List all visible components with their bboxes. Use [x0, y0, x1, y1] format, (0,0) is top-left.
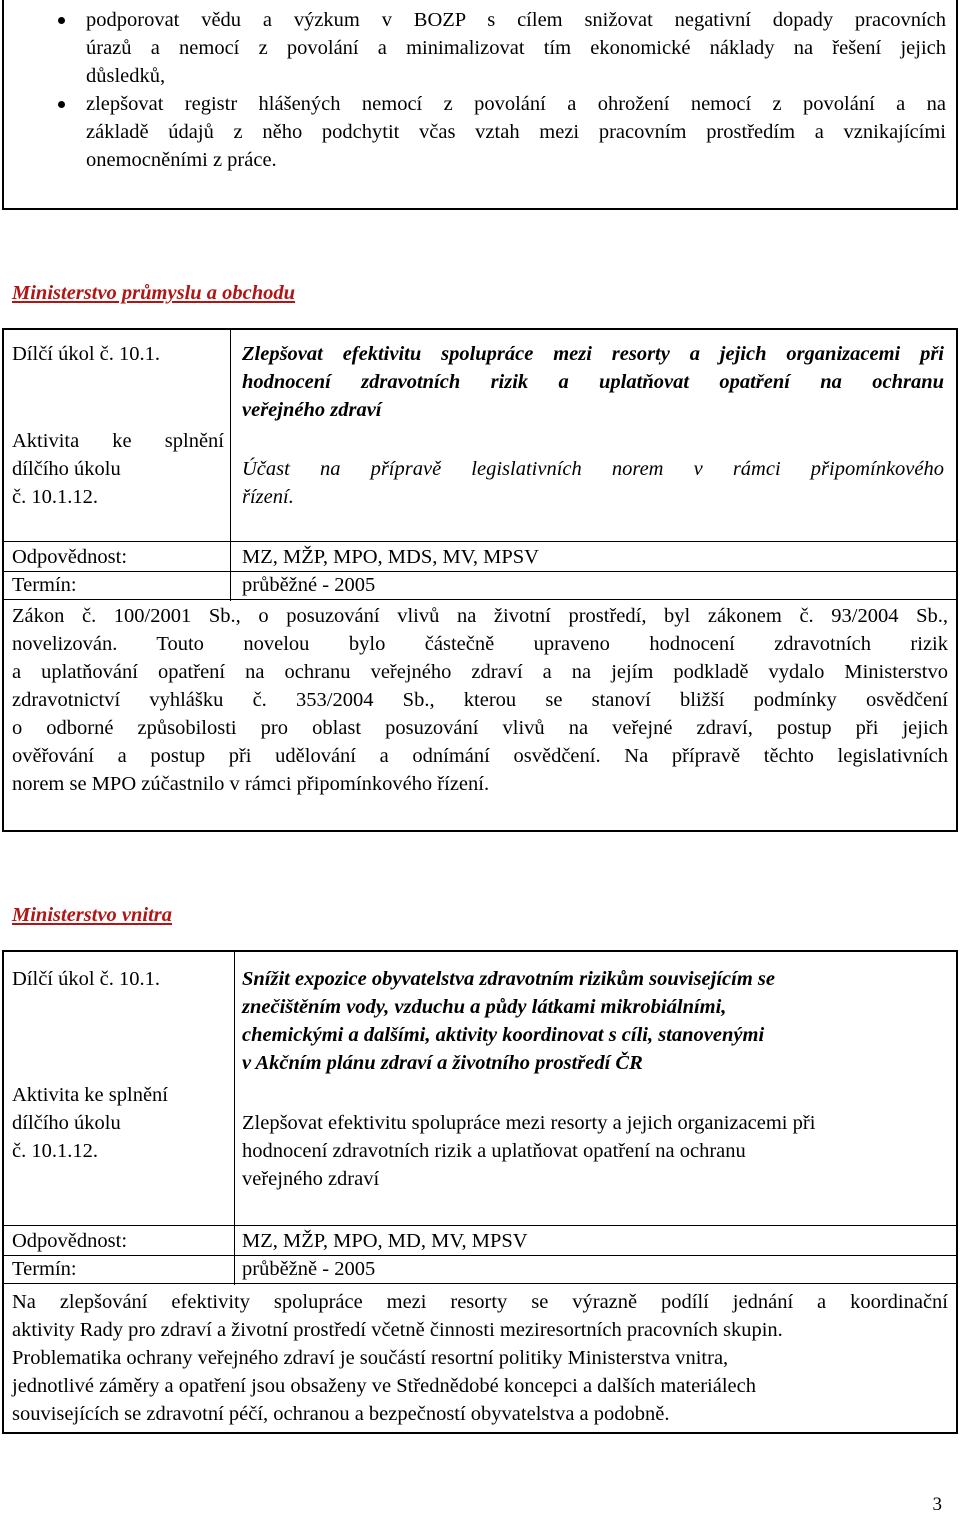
responsibility-value: MZ, MŽP, MPO, MDS, MV, MPSV [242, 546, 539, 568]
bullet-line: úrazů a nemocí z povolání a minimalizovat tím ekonomické náklady na řešení jejich [86, 37, 946, 59]
bullet-line: základě údajů z něho podchytit včas vztah mezi pracovním prostředím a vznikajícími [86, 121, 946, 143]
task-text-line: v Akčním plánu zdraví a životního prostředí ČR [242, 1052, 643, 1074]
top-bullets-box [2, 0, 958, 210]
page-number: 3 [932, 1494, 942, 1515]
task-text-line: znečištěním vody, vzduchu a půdy látkami mikrobiálními, [242, 996, 727, 1018]
responsibility-label: Odpovědnost: [12, 546, 128, 568]
row-column-divider [230, 541, 231, 601]
row-divider [4, 571, 956, 572]
row-column-divider [234, 1225, 235, 1285]
section-heading-mpo: Ministerstvo průmyslu a obchodu [12, 282, 296, 304]
activity-text-line: řízení. [242, 486, 294, 508]
mpo-task-divider [4, 541, 956, 542]
activity-label: dílčího úkolu [12, 458, 121, 480]
responsibility-value: MZ, MŽP, MPO, MD, MV, MPSV [242, 1230, 528, 1252]
bullet-icon [58, 101, 65, 108]
bullet-line: zlepšovat registr hlášených nemocí z povolání a ohrožení nemocí z povolání a na [86, 93, 946, 115]
task-text-line: Snížit expozice obyvatelstva zdravotním rizikům souvisejícím se [242, 968, 775, 990]
report-line: norem se MPO zúčastnilo v rámci připomínkového řízení. [12, 773, 490, 795]
task-label: Dílčí úkol č. 10.1. [12, 343, 161, 365]
bullet-line: důsledků, [86, 65, 166, 87]
report-line: Zákon č. 100/2001 Sb., o posuzování vlivů na životní prostředí, byl zákonem č. 93/2004 Sb., [12, 605, 948, 627]
task-text-line: Zlepšovat efektivitu spolupráce mezi resorty a jejich organizacemi při [242, 343, 944, 365]
mv-column-divider [234, 952, 235, 1226]
report-line: ověřování a postup při udělování a odnímání osvědčení. Na přípravě těchto legislativních [12, 745, 948, 767]
mv-task-divider [4, 1225, 956, 1226]
activity-text-line: Účast na přípravě legislativních norem v rámci připomínkového [242, 458, 944, 480]
report-line: o odborné způsobilosti pro oblast posuzování vlivů na veřejné zdraví, postup při jejich [12, 717, 948, 739]
task-text-line: chemickými a dalšími, aktivity koordinovat s cíli, stanovenými [242, 1024, 765, 1046]
mv-task-box [2, 950, 958, 1434]
report-line: Na zlepšování efektivity spolupráce mezi resorty se výrazně podílí jednání a koordinační [12, 1291, 948, 1313]
activity-label: Aktivita ke splnění [12, 1084, 169, 1106]
report-line: aktivity Rady pro zdraví a životní prostředí včetně činnosti meziresortních pracovních skupin. [12, 1319, 783, 1341]
task-label: Dílčí úkol č. 10.1. [12, 968, 161, 990]
deadline-value: průběžné - 2005 [242, 574, 376, 596]
task-text-line: veřejného zdraví [242, 399, 382, 421]
activity-text-line: hodnocení zdravotních rizik a uplatňovat opatření na ochranu [242, 1140, 746, 1162]
report-line: jednotlivé záměry a opatření jsou obsaženy ve Střednědobé koncepci a dalších materiálech [12, 1375, 756, 1397]
deadline-label: Termín: [12, 574, 77, 596]
responsibility-label: Odpovědnost: [12, 1230, 128, 1252]
deadline-value: průběžně - 2005 [242, 1258, 376, 1280]
activity-label: dílčího úkolu [12, 1112, 121, 1134]
bullet-line: onemocněními z práce. [86, 149, 277, 171]
report-line: zdravotnictví vyhlášku č. 353/2004 Sb., kterou se stanoví bližší podmínky osvědčení [12, 689, 948, 711]
mpo-column-divider [230, 330, 231, 542]
activity-label: č. 10.1.12. [12, 486, 98, 508]
section-heading-mv: Ministerstvo vnitra [12, 904, 173, 926]
deadline-label: Termín: [12, 1258, 77, 1280]
activity-text-line: veřejného zdraví [242, 1168, 380, 1190]
task-text-line: hodnocení zdravotních rizik a uplatňovat opatření na ochranu [242, 371, 944, 393]
bullet-icon [58, 17, 65, 24]
report-line: novelizován. Touto novelou bylo částečně upraveno hodnocení zdravotních rizik [12, 633, 948, 655]
report-line: souvisejících se zdravotní péčí, ochranou a bezpečností obyvatelstva a podobně. [12, 1403, 670, 1425]
row-divider [4, 599, 956, 600]
activity-text-line: Zlepšovat efektivitu spolupráce mezi resorty a jejich organizacemi při [242, 1112, 816, 1134]
row-divider [4, 1283, 956, 1284]
activity-label: Aktivita ke splnění [12, 430, 224, 452]
mpo-task-box [2, 328, 958, 832]
activity-label: č. 10.1.12. [12, 1140, 98, 1162]
report-line: a uplatňování opatření na ochranu veřejného zdraví a na jejím podkladě vydalo Ministerstvo [12, 661, 948, 683]
bullet-line: podporovat vědu a výzkum v BOZP s cílem snižovat negativní dopady pracovních [86, 9, 946, 31]
report-line: Problematika ochrany veřejného zdraví je součástí resortní politiky Ministerstva vnitra, [12, 1347, 729, 1369]
row-divider [4, 1255, 956, 1256]
